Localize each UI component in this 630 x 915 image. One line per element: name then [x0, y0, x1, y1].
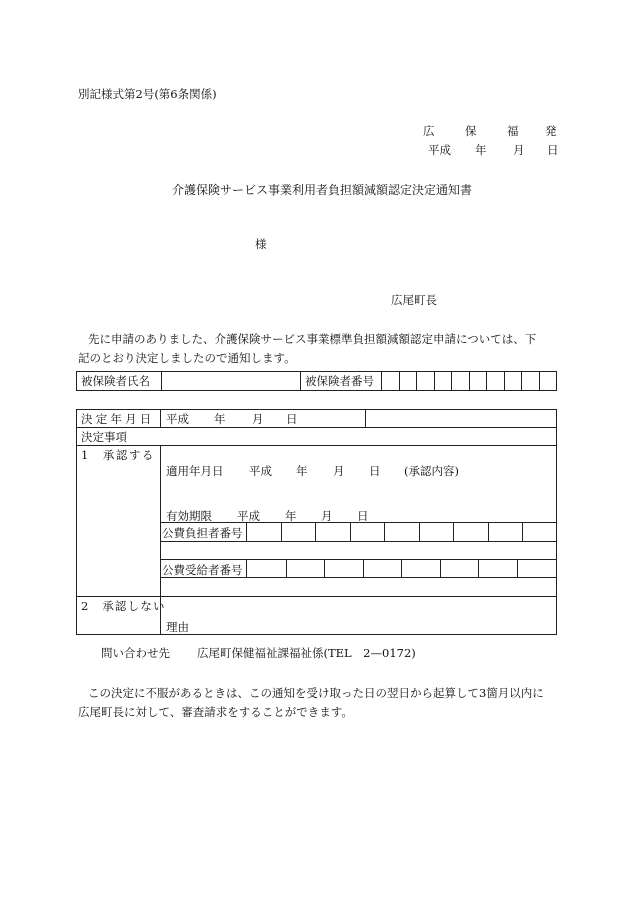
insured-number-digit[interactable]: [522, 372, 540, 391]
contact-label: 問い合わせ先: [101, 646, 170, 660]
decision-date-value[interactable]: [166, 411, 298, 427]
recipient-digit-line: [324, 559, 325, 577]
payer-digit-line: [419, 522, 420, 541]
payer-digit-line: [384, 522, 385, 541]
apply-date-month: 月: [333, 464, 345, 478]
reject-label: 2 承認しない: [81, 599, 166, 613]
valid-until-month: 月: [321, 509, 333, 523]
insured-name-label: 被保険者氏名: [77, 372, 162, 391]
row-line: [76, 445, 557, 446]
issuer-char: 福: [507, 124, 519, 138]
insured-table: [76, 371, 557, 391]
decision-date-month: 月: [252, 412, 264, 426]
valid-until-day: 日: [357, 509, 369, 523]
issuer-char: 保: [465, 124, 477, 138]
insured-number-digit[interactable]: [382, 372, 400, 391]
recipient-digit-line: [517, 559, 518, 577]
payer-digit-line: [488, 522, 489, 541]
col-line: [365, 409, 366, 427]
recipient-digit-line: [478, 559, 479, 577]
insured-number-digit[interactable]: [399, 372, 417, 391]
apply-date-row[interactable]: [166, 463, 459, 479]
insured-number-digit[interactable]: [487, 372, 505, 391]
recipient-digit-line: [363, 559, 364, 577]
decision-date-label: 決定年月日: [81, 412, 155, 426]
insured-number-label: 被保険者番号: [301, 372, 382, 391]
body-text-line2: 記のとおり決定しましたので通知します。: [78, 351, 296, 365]
payer-digit-line: [246, 522, 247, 541]
recipient-digit-line: [401, 559, 402, 577]
insured-number-digit[interactable]: [504, 372, 522, 391]
apply-date-era: 平成: [249, 464, 272, 478]
issue-date: [428, 142, 559, 158]
col-line: [160, 409, 161, 427]
valid-until-era: 平成: [237, 509, 260, 523]
recipient-digit-line: [440, 559, 441, 577]
recipient-digit-line: [286, 559, 287, 577]
contact-department: 広尾町保健福祉課福祉係(TEL 2—0172): [197, 646, 416, 660]
valid-until-row[interactable]: [166, 508, 369, 524]
body-text-line1: 先に申請のありました、介護保険サービス事業標準負担額減額認定申請については、下: [88, 332, 537, 346]
decision-matters-label: 決定事項: [81, 430, 127, 444]
apply-date-year: 年: [296, 464, 308, 478]
payer-digit-line: [281, 522, 282, 541]
approval-content-label: (承認内容): [404, 464, 459, 478]
date-era: 平成: [428, 143, 451, 157]
insured-number-digit[interactable]: [452, 372, 470, 391]
date-year: 年: [475, 143, 487, 157]
issuer-number: [423, 123, 557, 139]
date-day: 日: [547, 143, 559, 157]
appeal-text-line1: この決定に不服があるときは、この通知を受け取った日の翌日から起算して3箇月以内に: [88, 686, 544, 700]
issuer-name: 広尾町長: [391, 293, 437, 307]
issuer-char: 広: [423, 124, 435, 138]
recipient-digit-line: [246, 559, 247, 577]
insured-number-digit[interactable]: [539, 372, 557, 391]
decision-date-day: 日: [286, 412, 298, 426]
payer-digit-line: [522, 522, 523, 541]
insured-name-field[interactable]: [162, 372, 301, 391]
insured-number-digit[interactable]: [469, 372, 487, 391]
issuer-char: 発: [545, 124, 557, 138]
payer-digit-line: [350, 522, 351, 541]
approve-label: 1 承認する: [81, 448, 155, 462]
date-month: 月: [513, 143, 525, 157]
decision-date-year: 年: [214, 412, 226, 426]
form-id: 別記様式第2号(第6条関係): [78, 87, 217, 101]
valid-until-year: 年: [285, 509, 297, 523]
valid-until-label: 有効期限: [166, 509, 212, 523]
reason-label: 理由: [166, 620, 189, 634]
row-line: [76, 427, 557, 428]
row-line: [76, 596, 557, 597]
contact-line: [101, 645, 416, 661]
document-title: 介護保険サービス事業利用者負担額減額認定決定通知書: [172, 183, 473, 197]
payer-digit-line: [453, 522, 454, 541]
public-payer-label: 公費負担者番号: [162, 526, 243, 540]
decision-date-era: 平成: [166, 412, 189, 426]
public-recipient-label: 公費受給者番号: [162, 563, 243, 577]
insured-number-digit[interactable]: [417, 372, 435, 391]
apply-date-day: 日: [369, 464, 381, 478]
appeal-text-line2: 広尾町長に対して、審査請求をすることができます。: [78, 705, 353, 719]
row-line: [160, 541, 557, 542]
insured-number-digit[interactable]: [434, 372, 452, 391]
addressee-suffix: 様: [255, 237, 267, 251]
payer-digit-line: [315, 522, 316, 541]
apply-date-label: 適用年月日: [166, 464, 224, 478]
row-line: [160, 559, 557, 560]
